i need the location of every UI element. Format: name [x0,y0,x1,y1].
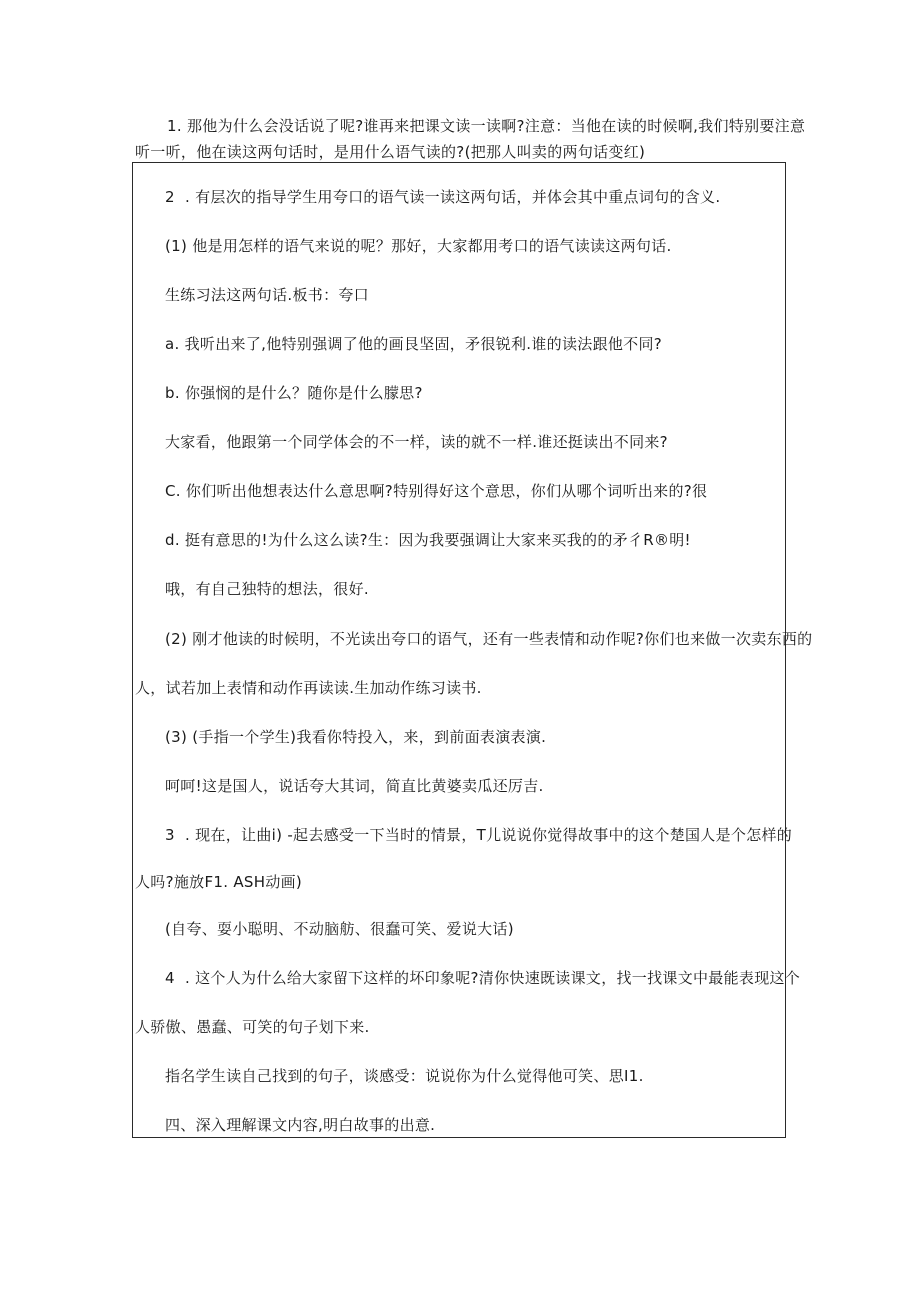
intro-line-1: 1. 那他为什么会没话说了呢?谁再来把课文读一读啊?注意：当他在读的时候啊,我们特别要注意 [167,117,806,135]
answer-summary: (自夸、耍小聪明、不动脑舫、很蠢可笑、爱说大话) [165,920,514,938]
step-text: . 现在，让曲i) -起去感受一下当时的情景，T儿说说你觉得故事中的这个楚国人是个怎样的 [185,826,793,844]
answer-a: a. 我听出来了,他特别强调了他的画艮坚固，矛很锐利.谁的读法跟他不同? [165,335,663,353]
step-3-line-2: 人吗?施放F1. ASH动画) [135,873,303,891]
sub-item-2-line-1: (2) 刚才他读的时候明，不光读出夸口的语气，还有一些表情和动作呢?你们也来做一次卖东西的 [165,630,813,648]
step-number: 4 [165,969,175,987]
step-4-line-1 [165,967,800,989]
answer-d: d. 挺有意思的!为什么这么读?生：因为我要强调让大家来买我的的矛彳R®明! [165,531,691,549]
sub-item-1: (1) 他是用怎样的语气来说的呢？那好，大家都用考口的语气读读这两句话. [165,237,672,255]
section-4-heading: 四、深入理解课文内容,明白故事的出意. [165,1116,436,1134]
student-reading-line: 指名学生读自己找到的句子，谈感受：说说你为什么觉得他可笑、思I1. [165,1067,644,1085]
step-4-line-2: 人骄傲、愚蠢、可笑的句子划下来. [135,1018,370,1036]
step-text: . 有层次的指导学生用夸口的语气读一读这两句话，并体会其中重点词句的含义. [185,188,721,206]
lesson-table-cell [132,162,786,1138]
teacher-remark-2: 哦，有自己独特的想法，很好. [165,580,369,598]
step-number: 3 [165,826,175,844]
answer-c: C. 你们听出他想表达什么意思啊?特别得好这个意思，你们从哪个词听出来的?很 [165,482,708,500]
intro-paragraph [135,113,806,165]
step-text: . 这个人为什么给大家留下这样的坏印象呢?清你快速既读课文，找一找课文中最能表现这个 [185,969,801,987]
step-3-line-1 [165,824,792,846]
board-writing-line: 生练习法这两句话.板书：夸口 [165,286,369,304]
step-2-paragraph [165,186,720,208]
intro-line-2: 听一听，他在读这两句话时，是用什么语气读的?(把那人叫卖的两句话变红) [135,143,646,161]
sub-item-2-line-2: 人，试若加上表情和动作再读读.生加动作练习读书. [135,679,482,697]
sub-item-3: (3) (手指一个学生)我看你特投入，来，到前面表演表演. [165,728,547,746]
teacher-remark-1: 大家看，他跟第一个同学体会的不一样，读的就不一样.谁还挺读出不同来? [165,433,668,451]
teacher-remark-3: 呵呵!这是国人，说话夸大其词，简直比黄婆卖瓜还厉吉. [165,777,544,795]
answer-b: b. 你强悯的是什么？随你是什么朦思? [165,384,423,402]
step-number: 2 [165,188,175,206]
